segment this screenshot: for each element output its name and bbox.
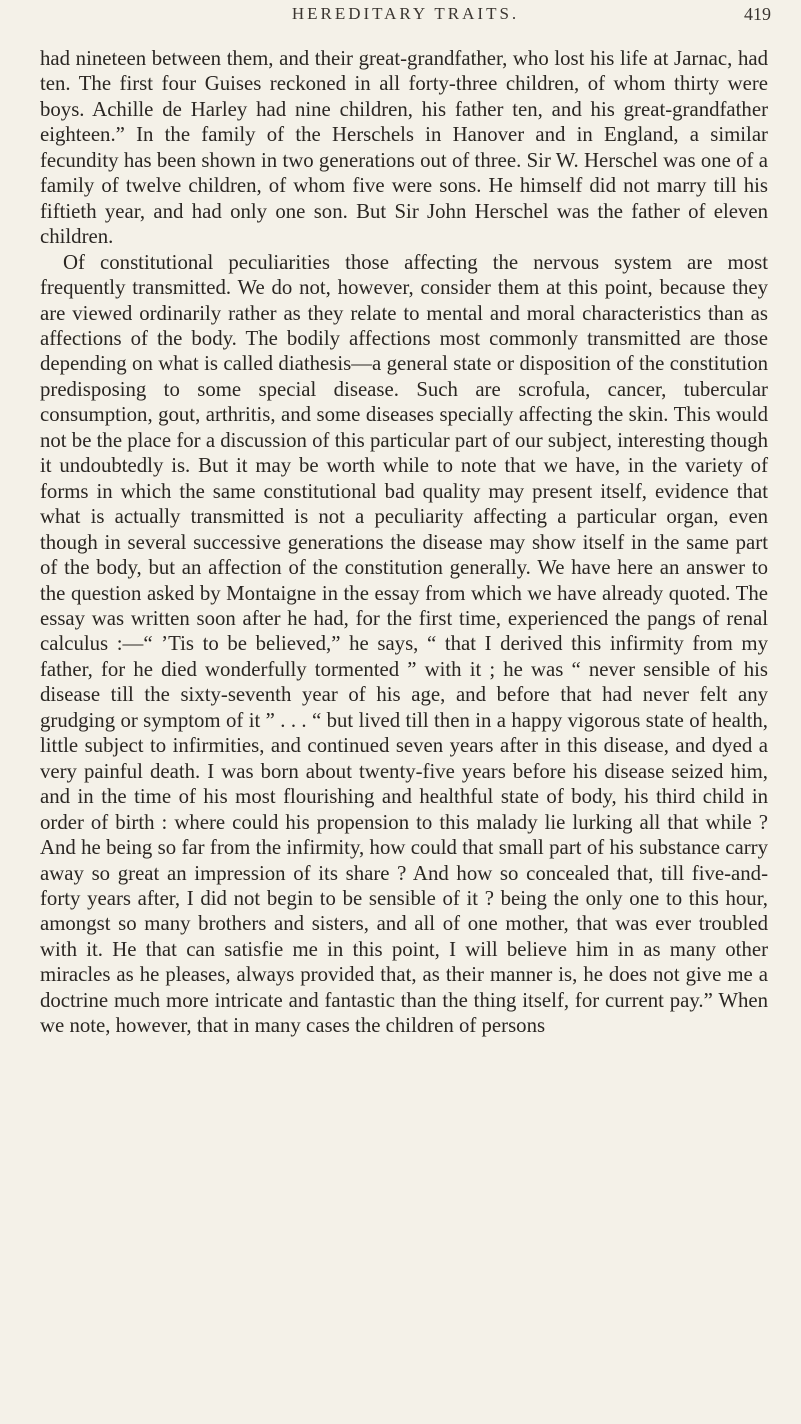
paragraph: Of constitutional peculiarities those affecting the nervous system are most frequently transmitted. We do not, however, consider them at this point, because they are viewed ordinarily rather as they relate to mental and moral characteristics than as affections of the body. The bodily affections most commonly transmitted are those depending on what is called diathesis—a general state or disposition of the constitution predisposing to some special disease. Such are scrofula, cancer, tubercular consumption, gout, arthritis, and some diseases specially affecting the skin. This would not be the place for a discussion of this particular part of our subject, interesting though it undoubtedly is. But it may be worth while to note that we have, in the variety of forms in which the same constitutional bad quality may present itself, evidence that what is actually transmitted is not a peculiarity affecting a particular organ, even though in several successive generations the disease may show itself in the same part of the body, but an affection of the constitution generally. We have here an answer to the question asked by Montaigne in the essay from which we have already quoted. The essay was written soon after he had, for the first time, experienced the pangs of renal calculus :—“ ’Tis to be believed,” he says, “ that I derived this infirmity from my father, for he died wonderfully tormented ” with it ; he was “ never sensible of his disease till the sixty-seventh year of his age, and before that had never felt any grudging or symptom of it ” . . . “ but lived till then in a happy vigorous state of health, little subject to infirmities, and continued seven years after in this disease, and dyed a very painful death. I was born about twenty-five years before his disease seized him, and in the time of his most flourishing and healthful state of body, his third child in order of birth : where could his propension to this malady lie lurking all that while ? And he being so far from the infirmity, how could that small part of his substance carry away so great an impression of its share ? And how so concealed that, till five-and-forty years after, I did not begin to be sensible of it ? being the only one to this hour, amongst so many brothers and sisters, and all of one mother, that was ever troubled with it. He that can satisfie me in this point, I will believe him in as many other miracles as he pleases, always provided that, as their manner is, he does not give me a doctrine much more intricate and fantastic than the thing itself, for current pay.” When we note, however, that in many cases the children of persons (40, 250, 768, 1038)
running-title: HEREDITARY TRAITS. (291, 4, 520, 23)
running-head (40, 4, 771, 34)
body-text (40, 46, 768, 1039)
paragraph: had nineteen between them, and their great-grandfather, who lost his life at Jarnac, had ten. The first four Guises reckoned in all forty-three children, of whom thirty were boys. Achille de Harley had nine children, his father ten, and his great-grandfather eighteen.” In the family of the Herschels in Hanover and in England, a similar fecundity has been shown in two generations out of three. Sir W. Herschel was one of a family of twelve children, of whom five were sons. He himself did not marry till his fiftieth year, and had only one son. But Sir John Herschel was the father of eleven children. (40, 47, 768, 249)
page-number: 419 (744, 4, 771, 24)
